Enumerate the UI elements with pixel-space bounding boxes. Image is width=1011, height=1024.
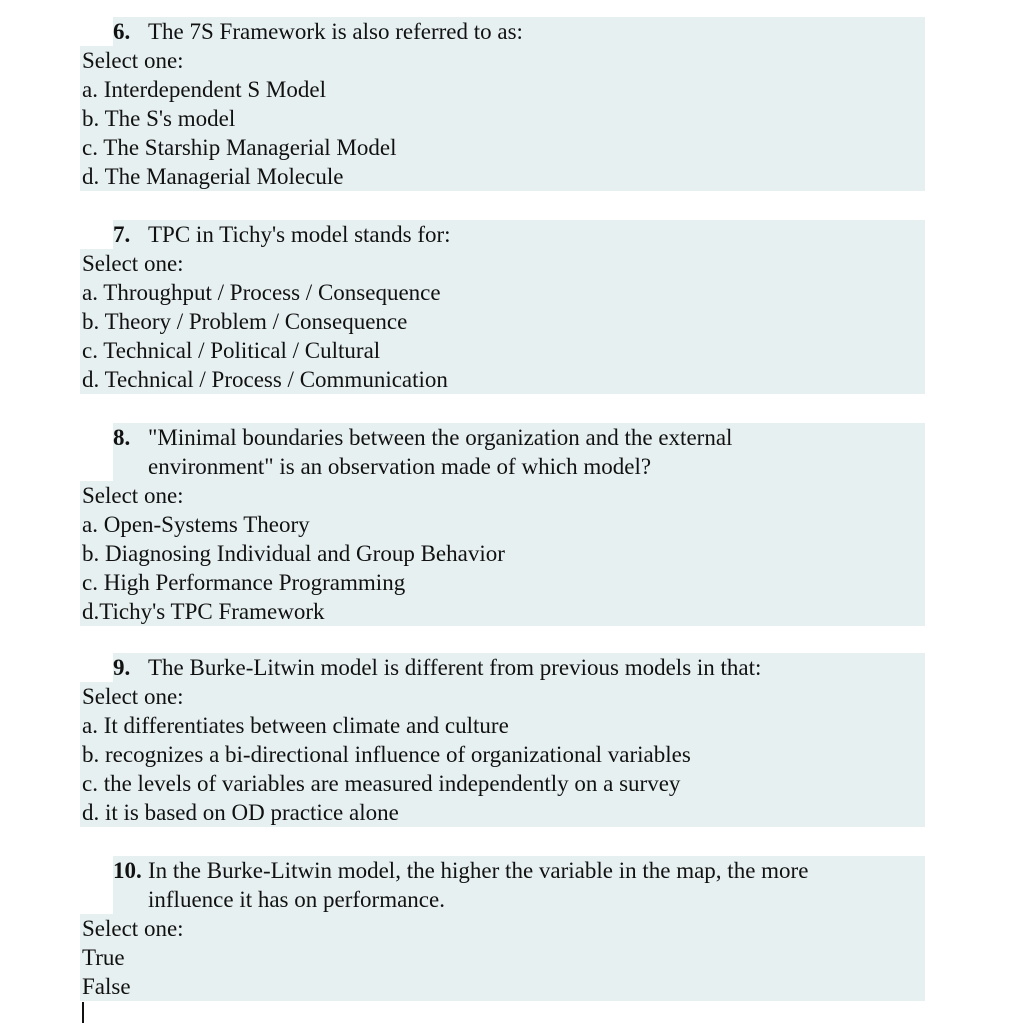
question-9 <box>80 653 925 827</box>
option-d[interactable]: d. it is based on OD practice alone <box>82 800 399 825</box>
question-text-line-2: influence it has on performance. <box>148 887 445 912</box>
option-a[interactable]: a. Interdependent S Model <box>82 77 326 102</box>
question-number: 7. <box>113 222 131 247</box>
select-one-label: Select one: <box>82 483 184 508</box>
option-b[interactable]: b. Diagnosing Individual and Group Behavior <box>82 541 505 566</box>
select-one-label: Select one: <box>82 251 184 276</box>
question-text-line-1: In the Burke-Litwin model, the higher the variable in the map, the more <box>148 858 809 883</box>
question-header <box>113 220 925 249</box>
question-header <box>113 856 925 914</box>
question-number: 10. <box>113 858 142 883</box>
option-c[interactable]: c. The Starship Managerial Model <box>82 135 397 160</box>
question-number: 8. <box>113 425 131 450</box>
option-c[interactable]: c. the levels of variables are measured independently on a survey <box>82 771 681 796</box>
option-b[interactable]: b. recognizes a bi-directional influence of organizational variables <box>82 742 691 767</box>
question-text: TPC in Tichy's model stands for: <box>148 222 451 247</box>
option-d[interactable]: d. Technical / Process / Communication <box>82 367 448 392</box>
question-6 <box>80 17 925 191</box>
option-true[interactable]: True <box>82 945 125 970</box>
option-b[interactable]: b. The S's model <box>82 106 236 131</box>
select-one-label: Select one: <box>82 916 184 941</box>
question-number: 9. <box>113 655 131 680</box>
answer-block <box>80 914 925 1001</box>
option-c[interactable]: c. Technical / Political / Cultural <box>82 338 381 363</box>
option-b[interactable]: b. Theory / Problem / Consequence <box>82 309 408 334</box>
option-a[interactable]: a. Throughput / Process / Consequence <box>82 280 441 305</box>
question-text-line-1: "Minimal boundaries between the organization and the external <box>148 425 733 450</box>
question-10 <box>80 856 925 1001</box>
question-text-line-2: environment" is an observation made of which model? <box>148 454 652 479</box>
option-a[interactable]: a. Open-Systems Theory <box>82 512 310 537</box>
question-8 <box>80 423 925 626</box>
select-one-label: Select one: <box>82 684 184 709</box>
answer-block <box>80 481 925 626</box>
question-text: The Burke-Litwin model is different from previous models in that: <box>148 655 762 680</box>
option-false[interactable]: False <box>82 974 131 999</box>
option-a[interactable]: a. It differentiates between climate and culture <box>82 713 509 738</box>
answer-block <box>80 249 925 394</box>
question-text: The 7S Framework is also referred to as: <box>148 19 523 44</box>
question-header <box>113 17 925 46</box>
option-d[interactable]: d. The Managerial Molecule <box>82 164 344 189</box>
question-header <box>113 423 925 481</box>
option-d[interactable]: d.Tichy's TPC Framework <box>82 599 325 624</box>
answer-block <box>80 682 925 827</box>
question-number: 6. <box>113 19 131 44</box>
text-cursor <box>82 1002 84 1023</box>
question-header <box>113 653 925 682</box>
answer-block <box>80 46 925 191</box>
question-7 <box>80 220 925 394</box>
select-one-label: Select one: <box>82 48 184 73</box>
option-c[interactable]: c. High Performance Programming <box>82 570 406 595</box>
